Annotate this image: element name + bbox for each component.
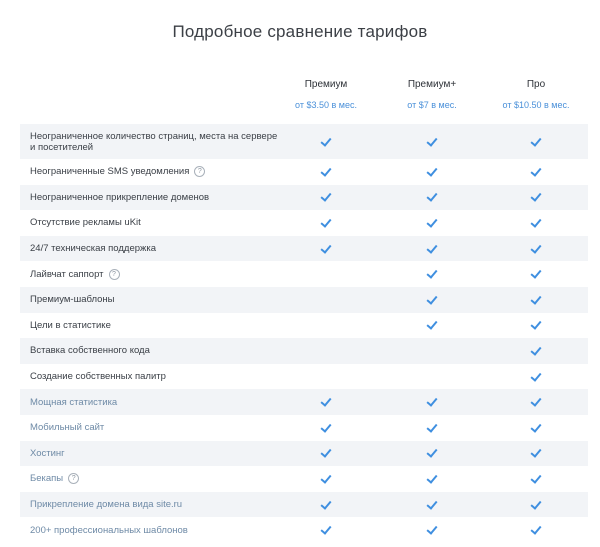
checkmark-icon [320, 447, 331, 459]
feature-included-cell [316, 421, 336, 435]
checkmark-icon [530, 165, 541, 177]
feature-included-cell [422, 318, 442, 332]
checkmark-icon [530, 472, 541, 484]
feature-label-cell [30, 243, 280, 254]
feature-row [20, 492, 588, 518]
checkmark-icon [426, 135, 437, 147]
checkmark-icon [426, 319, 437, 331]
feature-included-cell [422, 216, 442, 230]
feature-row [20, 313, 588, 339]
feature-included-cell [422, 135, 442, 149]
feature-row [20, 415, 588, 441]
feature-included-cell [526, 135, 546, 149]
feature-label-cell [30, 166, 280, 177]
feature-included-cell [422, 242, 442, 256]
feature-included-cell [526, 318, 546, 332]
feature-included-cell [526, 421, 546, 435]
feature-label: Создание собственных палитр [30, 371, 166, 383]
feature-included-cell [316, 446, 336, 460]
feature-row [20, 466, 588, 492]
checkmark-icon [320, 191, 331, 203]
checkmark-icon [426, 421, 437, 433]
feature-label: Неограниченное количество страниц, места на сервере и посетителей [30, 130, 278, 153]
feature-label-cell [30, 371, 280, 382]
feature-label: Премиум-шаблоны [30, 294, 115, 306]
plan-header [0, 78, 600, 118]
plan-name: Премиум [304, 79, 348, 90]
feature-included-cell [422, 190, 442, 204]
feature-label-cell [30, 525, 280, 536]
checkmark-icon [426, 472, 437, 484]
checkmark-icon [426, 191, 437, 203]
checkmark-icon [320, 498, 331, 510]
checkmark-icon [530, 267, 541, 279]
feature-label-cell [30, 499, 280, 510]
feature-row [20, 287, 588, 313]
checkmark-icon [530, 319, 541, 331]
checkmark-icon [426, 447, 437, 459]
feature-label: Мощная статистика [30, 396, 118, 408]
page-title: Подробное сравнение тарифов [172, 22, 428, 41]
feature-row [20, 364, 588, 390]
checkmark-icon [320, 165, 331, 177]
feature-included-cell [316, 216, 336, 230]
feature-included-cell [422, 165, 442, 179]
feature-included-cell [422, 472, 442, 486]
checkmark-icon [320, 242, 331, 254]
checkmark-icon [530, 293, 541, 305]
checkmark-icon [530, 135, 541, 147]
feature-included-cell [316, 135, 336, 149]
checkmark-icon [426, 498, 437, 510]
feature-row [20, 441, 588, 467]
feature-included-cell [526, 216, 546, 230]
feature-label: Прикрепление домена вида site.ru [30, 499, 183, 511]
feature-included-cell [316, 498, 336, 512]
feature-label-cell [30, 269, 280, 280]
feature-included-cell [526, 344, 546, 358]
feature-label: Вставка собственного кода [30, 345, 150, 357]
feature-included-cell [422, 446, 442, 460]
feature-included-cell [526, 190, 546, 204]
feature-included-cell [316, 472, 336, 486]
feature-label-cell [30, 397, 280, 408]
checkmark-icon [530, 498, 541, 510]
feature-label: Отсутствие рекламы uKit [30, 217, 141, 229]
feature-row [20, 261, 588, 287]
feature-label: Цели в статистике [30, 319, 111, 331]
checkmark-icon [426, 165, 437, 177]
feature-row [20, 517, 588, 543]
feature-label-cell [30, 320, 280, 331]
feature-included-cell [526, 242, 546, 256]
feature-included-cell [526, 498, 546, 512]
feature-row [20, 236, 588, 262]
checkmark-icon [426, 395, 437, 407]
plan-price: от $7 в мес. [407, 100, 457, 110]
checkmark-icon [426, 293, 437, 305]
feature-label-cell [30, 192, 280, 203]
comparison-table [20, 124, 588, 543]
plan-price: от $10.50 в мес. [502, 100, 570, 110]
feature-included-cell [316, 523, 336, 537]
plan-column-header [271, 78, 381, 112]
feature-label: 24/7 техническая поддержка [30, 243, 157, 255]
feature-label: Бекапы [30, 473, 64, 485]
feature-included-cell [422, 293, 442, 307]
checkmark-icon [320, 472, 331, 484]
plan-name: Премиум+ [407, 79, 457, 90]
feature-label: 200+ профессиональных шаблонов [30, 524, 188, 536]
feature-included-cell [422, 395, 442, 409]
feature-row [20, 159, 588, 185]
feature-included-cell [526, 395, 546, 409]
question-circle-icon[interactable]: ? [109, 269, 120, 280]
plan-column-header [377, 78, 487, 112]
feature-label-cell [30, 422, 280, 433]
checkmark-icon [530, 421, 541, 433]
feature-included-cell [316, 190, 336, 204]
feature-included-cell [422, 498, 442, 512]
checkmark-icon [530, 216, 541, 228]
feature-row [20, 338, 588, 364]
feature-included-cell [526, 370, 546, 384]
feature-label-cell [30, 217, 280, 228]
feature-included-cell [316, 242, 336, 256]
checkmark-icon [530, 447, 541, 459]
plan-name: Про [526, 79, 546, 90]
plan-price: от $3.50 в мес. [295, 100, 357, 110]
feature-included-cell [422, 267, 442, 281]
checkmark-icon [320, 421, 331, 433]
checkmark-icon [426, 242, 437, 254]
feature-label: Неограниченное прикрепление доменов [30, 191, 210, 203]
question-circle-icon[interactable]: ? [68, 473, 79, 484]
feature-row [20, 210, 588, 236]
checkmark-icon [530, 344, 541, 356]
checkmark-icon [320, 135, 331, 147]
feature-row [20, 185, 588, 211]
feature-included-cell [526, 523, 546, 537]
feature-included-cell [526, 267, 546, 281]
feature-label-cell [30, 448, 280, 459]
checkmark-icon [426, 267, 437, 279]
feature-row [20, 389, 588, 415]
feature-label: Хостинг [30, 447, 65, 459]
checkmark-icon [530, 370, 541, 382]
feature-row [20, 124, 588, 159]
feature-label-cell [30, 473, 280, 484]
feature-label: Неограниченные SMS уведомления [30, 166, 190, 178]
feature-included-cell [316, 395, 336, 409]
checkmark-icon [320, 216, 331, 228]
feature-included-cell [422, 421, 442, 435]
checkmark-icon [530, 395, 541, 407]
feature-label-cell [30, 294, 280, 305]
feature-label-cell [30, 345, 280, 356]
feature-included-cell [526, 446, 546, 460]
checkmark-icon [320, 395, 331, 407]
feature-included-cell [422, 523, 442, 537]
feature-label-cell [30, 131, 280, 153]
checkmark-icon [530, 242, 541, 254]
feature-included-cell [526, 472, 546, 486]
question-circle-icon[interactable]: ? [194, 166, 205, 177]
feature-label: Мобильный сайт [30, 422, 105, 434]
checkmark-icon [530, 191, 541, 203]
checkmark-icon [426, 216, 437, 228]
checkmark-icon [426, 523, 437, 535]
feature-label: Лайвчат саппорт [30, 268, 104, 280]
feature-included-cell [316, 165, 336, 179]
checkmark-icon [530, 523, 541, 535]
feature-included-cell [526, 293, 546, 307]
checkmark-icon [320, 523, 331, 535]
plan-column-header [481, 78, 591, 112]
feature-included-cell [526, 165, 546, 179]
